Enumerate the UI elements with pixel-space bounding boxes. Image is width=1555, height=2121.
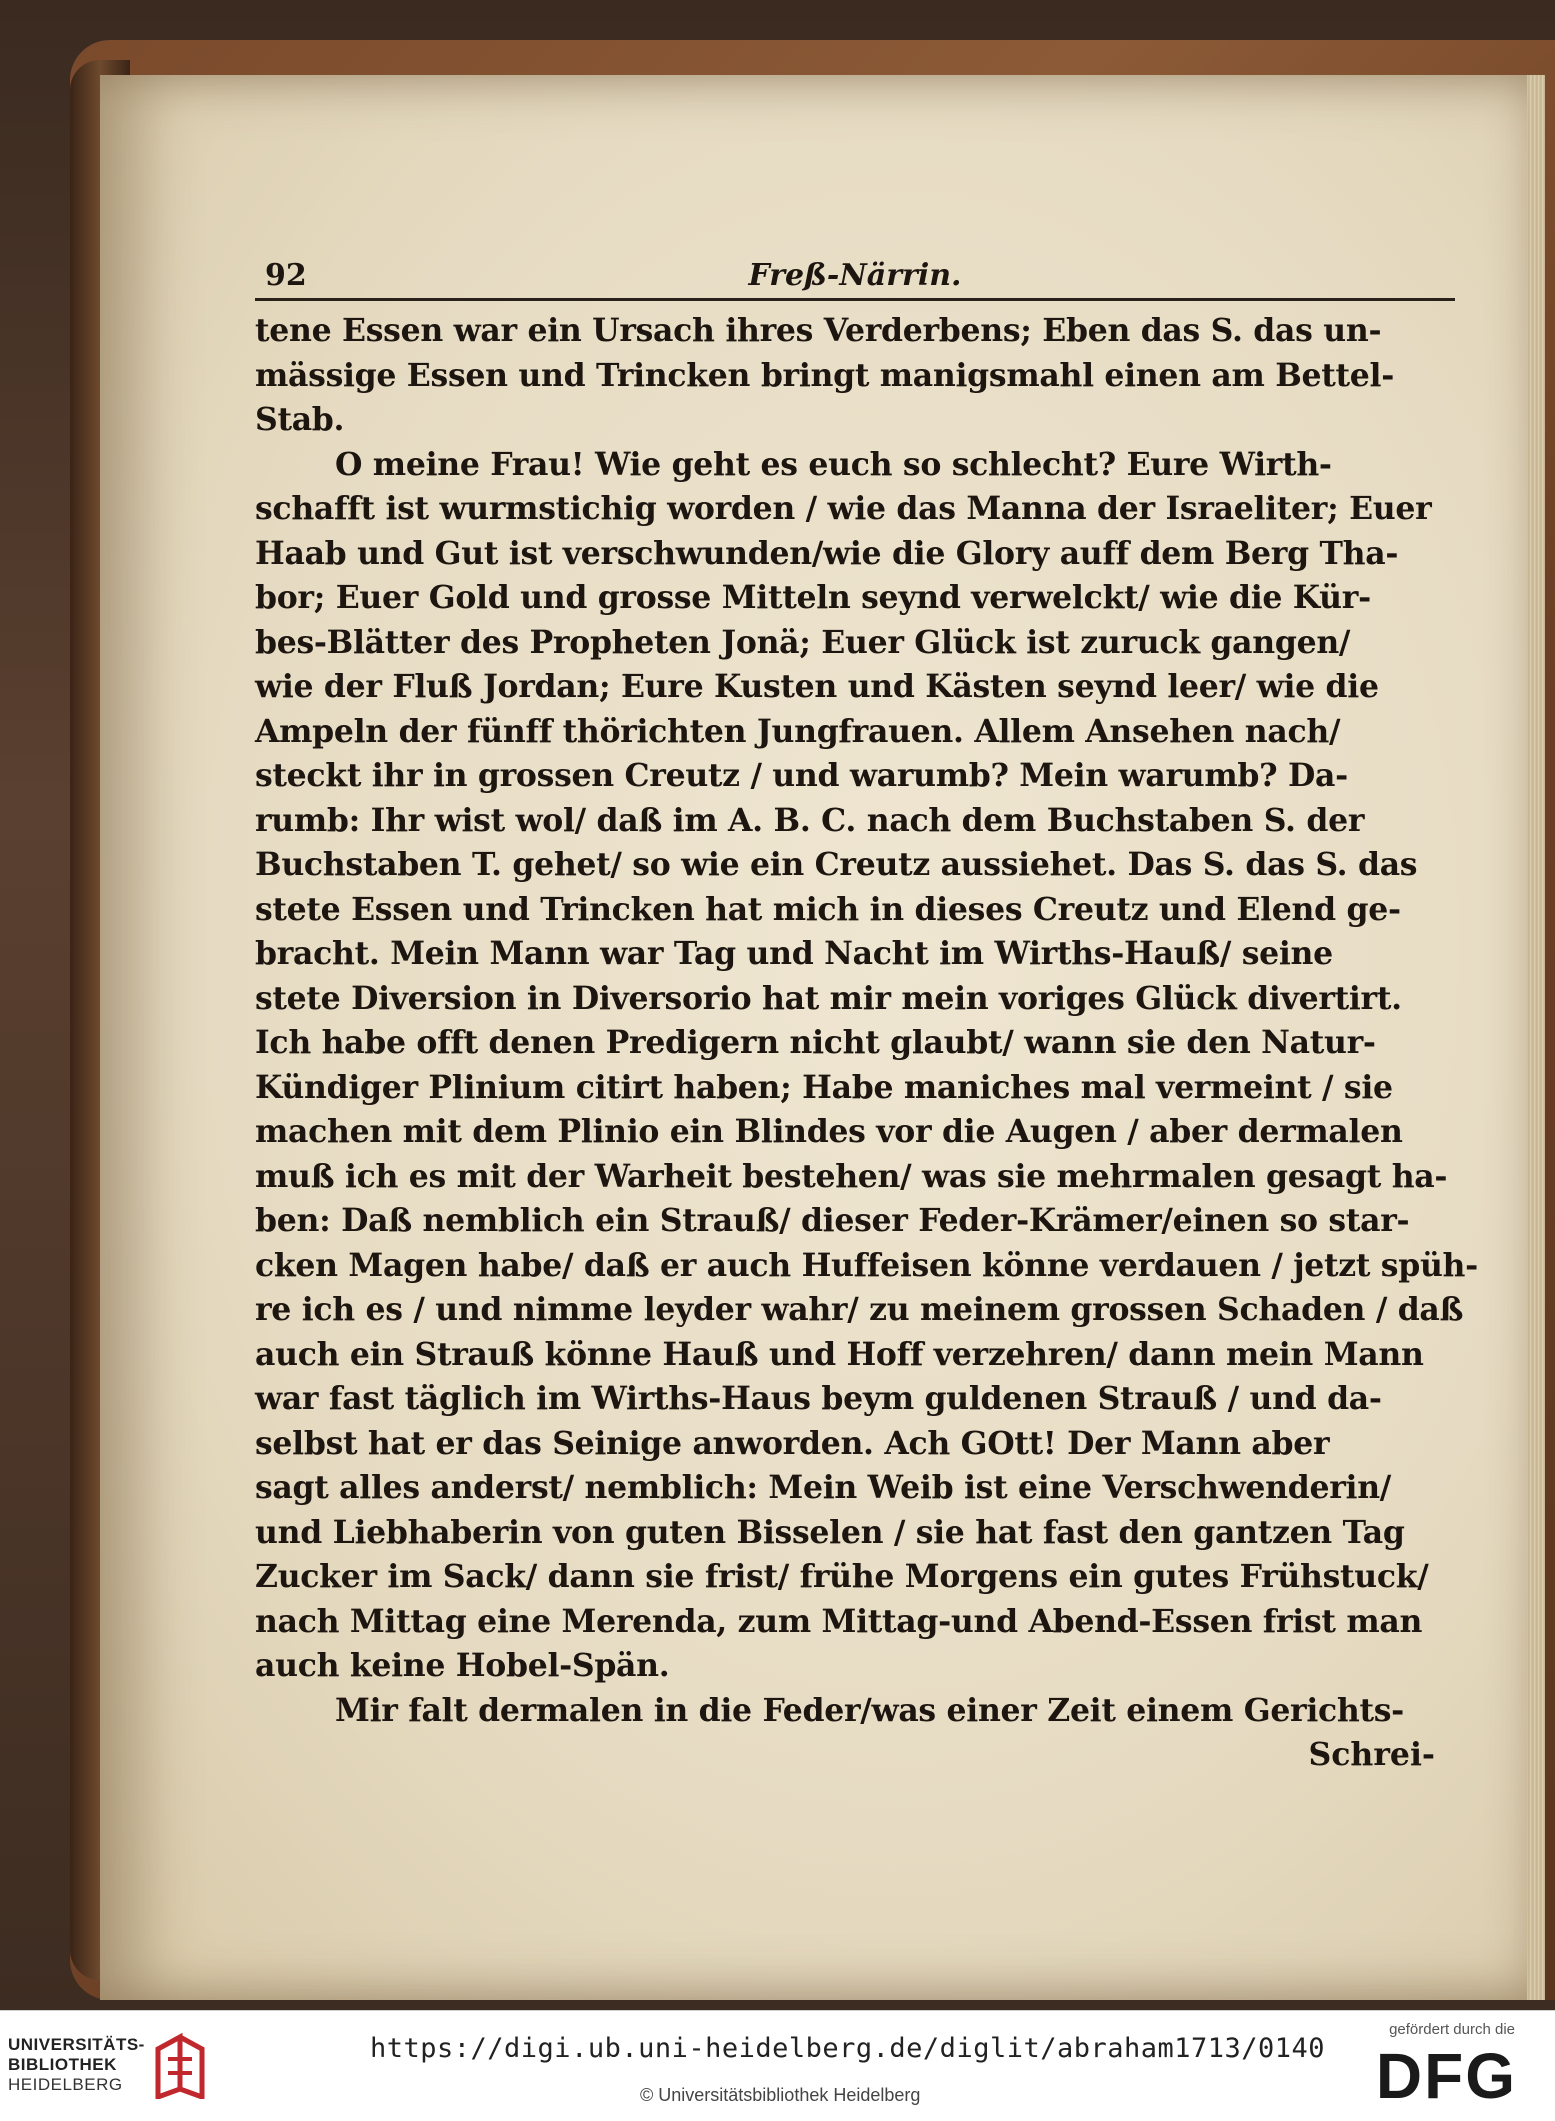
text-line: Stab. bbox=[255, 401, 345, 438]
running-head: Freß-Närrin. bbox=[748, 258, 962, 293]
text-line: sagt alles anderst/ nemblich: Mein Weib ist eine Verschwenderin/ bbox=[255, 1469, 1391, 1506]
copyright-notice: © Universitätsbibliothek Heidelberg bbox=[640, 2085, 921, 2105]
text-line: Haab und Gut ist verschwunden/wie die Glory auff dem Berg Tha- bbox=[255, 534, 1399, 572]
text-line: Kündiger Plinium citirt haben; Habe maniches mal vermeint / sie bbox=[255, 1068, 1393, 1106]
text-line: muß ich es mit der Warheit bestehen/ was sie mehrmalen gesagt ha- bbox=[255, 1157, 1448, 1195]
catchword: Schrei- bbox=[1308, 1736, 1435, 1773]
text-line: tene Essen war ein Ursach ihres Verderbens; Eben das S. das un- bbox=[255, 312, 1382, 349]
permalink-url[interactable]: https://digi.ub.uni-heidelberg.de/diglit/abraham1713/0140 bbox=[370, 2033, 1326, 2064]
text-line: Zucker im Sack/ dann sie frist/ frühe Morgens ein gutes Frühstuck/ bbox=[255, 1558, 1429, 1595]
text-line: bes-Blätter des Propheten Jonä; Euer Glück ist zuruck gangen/ bbox=[255, 623, 1351, 661]
text-line: Ich habe offt denen Predigern nicht glaubt/ wann sie den Natur- bbox=[255, 1024, 1376, 1061]
library-logo-icon bbox=[150, 2029, 212, 2099]
text-line: Buchstaben T. gehet/ so wie ein Creutz aussiehet. Das S. das S. das bbox=[255, 846, 1418, 883]
text-line: und Liebhaberin von guten Bisselen / sie hat fast den gantzen Tag bbox=[255, 1513, 1405, 1551]
text-line: bracht. Mein Mann war Tag und Nacht im Wirths-Hauß/ seine bbox=[255, 935, 1333, 972]
text-line: re ich es / und nimme leyder wahr/ zu meinem grossen Schaden / daß bbox=[255, 1291, 1464, 1328]
text-line: mässige Essen und Trincken bringt manigsmahl einen am Bettel- bbox=[255, 356, 1394, 394]
logo-line-3: HEIDELBERG bbox=[8, 2075, 123, 2094]
text-lines bbox=[255, 309, 1478, 1777]
text-line: bor; Euer Gold und grosse Mitteln seynd verwelckt/ wie die Kür- bbox=[255, 579, 1371, 616]
funding-label: gefördert durch die bbox=[1389, 2021, 1515, 2038]
page-edge bbox=[1527, 75, 1545, 2000]
text-line: cken Magen habe/ daß er auch Huffeisen könne verdauen / jetzt spüh- bbox=[255, 1246, 1478, 1284]
text-line: stete Essen und Trincken hat mich in dieses Creutz und Elend ge- bbox=[255, 890, 1401, 928]
text-line: wie der Fluß Jordan; Eure Kusten und Kästen seynd leer/ wie die bbox=[255, 668, 1379, 705]
page-text-block bbox=[255, 252, 1478, 1777]
text-line: auch ein Strauß könne Hauß und Hoff verzehren/ dann mein Mann bbox=[255, 1335, 1424, 1373]
text-line: machen mit dem Plinio ein Blindes vor die Augen / aber dermalen bbox=[255, 1113, 1403, 1150]
text-line: Ampeln der fünff thörichten Jungfrauen. Allem Ansehen nach/ bbox=[255, 712, 1341, 750]
text-line: ben: Daß nemblich ein Strauß/ dieser Feder-Krämer/einen so star- bbox=[255, 1202, 1410, 1239]
text-line: nach Mittag eine Merenda, zum Mittag-und Abend-Essen frist man bbox=[255, 1602, 1423, 1640]
text-line: steckt ihr in grossen Creutz / und warumb? Mein warumb? Da- bbox=[255, 757, 1348, 794]
text-line: rumb: Ihr wist wol/ daß im A. B. C. nach dem Buchstaben S. der bbox=[255, 801, 1365, 839]
text-line: Mir falt dermalen in die Feder/was einer Zeit einem Gerichts- bbox=[335, 1691, 1404, 1729]
text-line: selbst hat er das Seinige anworden. Ach GOtt! Der Mann aber bbox=[255, 1424, 1330, 1462]
text-line: auch keine Hobel-Spän. bbox=[255, 1647, 670, 1684]
page-number: 92 bbox=[265, 258, 307, 293]
text-line: schafft ist wurmstichig worden / wie das Manna der Israeliter; Euer bbox=[255, 490, 1432, 527]
logo-line-2: BIBLIOTHEK bbox=[8, 2055, 117, 2074]
text-line: stete Diversion in Diversorio hat mir mein voriges Glück divertirt. bbox=[255, 979, 1402, 1017]
logo-line-1: UNIVERSITÄTS- bbox=[8, 2035, 145, 2054]
library-logo-text bbox=[8, 2035, 145, 2095]
viewer-footer bbox=[0, 2010, 1555, 2121]
text-line: war fast täglich im Wirths-Haus beym guldenen Strauß / und da- bbox=[255, 1380, 1382, 1417]
dfg-logo: DFG bbox=[1375, 2040, 1517, 2112]
text-line: O meine Frau! Wie geht es euch so schlecht? Eure Wirth- bbox=[335, 445, 1332, 483]
page-header bbox=[255, 252, 1455, 301]
